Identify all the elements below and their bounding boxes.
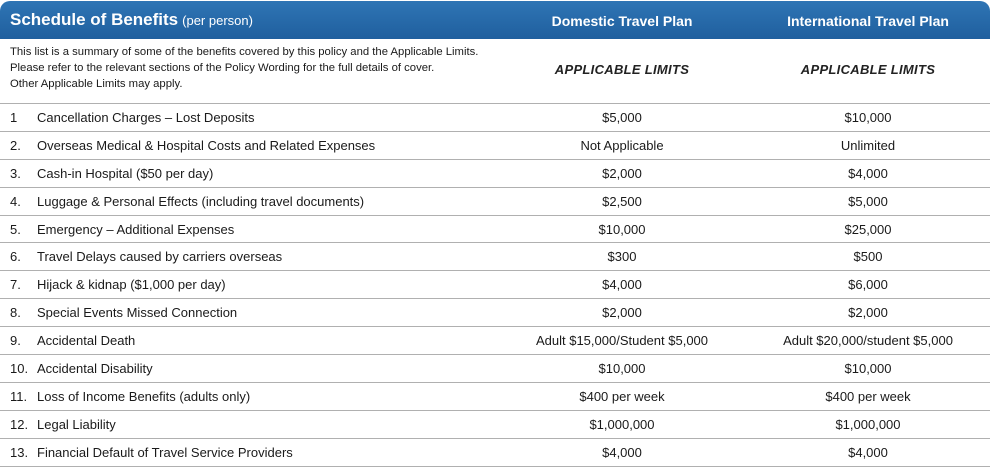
benefit-rows (0, 103, 990, 467)
benefit-label: Loss of Income Benefits (adults only) (37, 388, 251, 404)
row-number: 12. (10, 416, 29, 432)
domestic-limit: Not Applicable (580, 137, 664, 153)
table-row (0, 354, 990, 382)
benefit-label: Hijack & kidnap ($1,000 per day) (37, 277, 226, 293)
international-limit: Unlimited (840, 137, 896, 153)
benefit-label: Special Events Missed Connection (37, 305, 238, 321)
international-limit: $10,000 (844, 110, 892, 125)
domestic-limit: $2,500 (602, 193, 642, 209)
applicable-limits-international: APPLICABLE LIMITS (800, 62, 936, 77)
benefit-label: Travel Delays caused by carriers overseas (37, 249, 283, 265)
domestic-limit: $2,000 (602, 305, 642, 321)
applicable-limits-domestic: APPLICABLE LIMITS (554, 62, 690, 77)
table-row (0, 326, 990, 354)
domestic-limit: Adult $15,000/Student $5,000 (535, 333, 709, 349)
column-header-domestic: Domestic Travel Plan (551, 13, 693, 29)
international-limit: $25,000 (844, 221, 892, 237)
table-row (0, 242, 990, 270)
table-row (0, 270, 990, 298)
domestic-limit: $400 per week (579, 388, 665, 404)
table-title (10, 10, 253, 30)
international-limit: $4,000 (848, 165, 888, 181)
table-row (0, 438, 990, 467)
domestic-limit: $2,000 (602, 165, 642, 181)
international-limit: $1,000,000 (835, 416, 901, 432)
international-limit: $5,000 (848, 193, 888, 209)
domestic-limit: $4,000 (602, 277, 642, 293)
benefit-label: Legal Liability (37, 416, 116, 432)
domestic-limit: $10,000 (598, 221, 646, 237)
intro-line: Please refer to the relevant sections of the Policy Wording for the full details of cover. (10, 62, 435, 74)
title-text: Schedule of Benefits (10, 10, 179, 29)
row-number: 8. (10, 305, 21, 321)
table-row (0, 131, 990, 159)
international-limit: $4,000 (848, 444, 888, 460)
table-row (0, 298, 990, 326)
international-limit: $6,000 (848, 277, 888, 293)
international-limit: Adult $20,000/student $5,000 (783, 333, 953, 349)
intro-line: This list is a summary of some of the benefits covered by this policy and the Applicable Limits. (10, 46, 479, 58)
table-row (0, 215, 990, 243)
table-row (0, 187, 990, 215)
row-number: 2. (10, 137, 21, 153)
row-number: 11. (10, 388, 28, 404)
domestic-limit: $300 (607, 249, 637, 265)
benefit-label: Cash-in Hospital ($50 per day) (37, 165, 214, 181)
column-header-international: International Travel Plan (787, 13, 949, 29)
domestic-limit: $10,000 (598, 361, 646, 377)
international-limit: $2,000 (848, 305, 888, 321)
benefit-label: Accidental Death (37, 333, 136, 349)
international-limit: $400 per week (825, 388, 911, 404)
domestic-limit: $4,000 (602, 444, 642, 460)
domestic-limit: $1,000,000 (589, 416, 655, 432)
row-number: 13. (10, 444, 29, 460)
table-row (0, 410, 990, 438)
title-subtitle: (per person) (182, 13, 253, 28)
benefit-label: Cancellation Charges – Lost Deposits (37, 110, 255, 125)
table-row (0, 103, 990, 131)
row-number: 6. (10, 249, 21, 265)
row-number: 7. (10, 277, 21, 293)
intro-text (10, 44, 478, 92)
intro-line: Other Applicable Limits may apply. (10, 78, 183, 90)
international-limit: $10,000 (844, 361, 892, 377)
row-number: 1 (10, 110, 18, 125)
row-number: 5. (10, 221, 21, 237)
row-number: 9. (10, 333, 21, 349)
domestic-limit: $5,000 (602, 110, 642, 125)
benefit-label: Financial Default of Travel Service Providers (37, 444, 293, 460)
row-number: 10. (10, 361, 29, 377)
table-row (0, 159, 990, 187)
row-number: 4. (10, 193, 21, 209)
table-row (0, 382, 990, 410)
row-number: 3. (10, 165, 21, 181)
benefit-label: Emergency – Additional Expenses (37, 221, 235, 237)
benefit-label: Accidental Disability (37, 361, 153, 377)
benefit-label: Luggage & Personal Effects (including travel documents) (37, 193, 365, 209)
benefit-label: Overseas Medical & Hospital Costs and Related Expenses (37, 137, 376, 153)
table-header (0, 1, 990, 39)
international-limit: $500 (853, 249, 883, 265)
